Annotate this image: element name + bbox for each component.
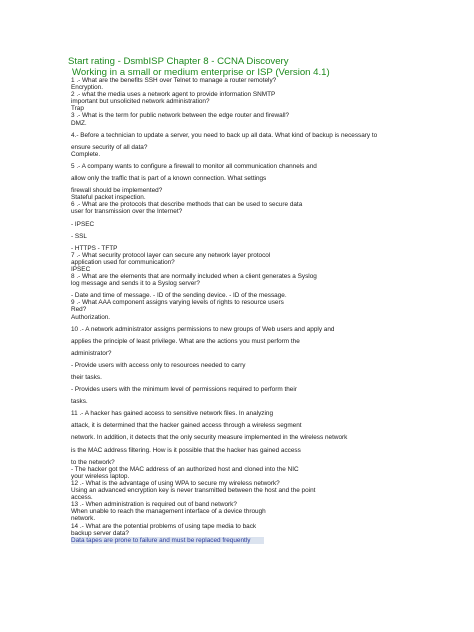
text-highlight: Data tapes are prone to failure and must be replaced frequently [71, 537, 264, 544]
text-line: network. In addition, it detects that the only security measure implemented in the wireless network [71, 434, 348, 442]
text-line: log message and sends it to a Syslog server? [71, 280, 200, 288]
text-line: 3 .- What is the term for public network between the edge router and firewall? [71, 112, 290, 120]
text-line: Using an advanced encryption key is never transmitted between the host and the point [71, 487, 316, 495]
text-line: - IPSEC [71, 220, 95, 228]
text-line: Trap [71, 105, 84, 113]
text-line: - HTTPS - TFTP [71, 244, 118, 252]
text-line: 10 .- A network administrator assigns permissions to new groups of Web users and apply and [71, 325, 335, 333]
text-line: to the network? [71, 458, 115, 466]
text-line: network. [71, 515, 96, 523]
text-line: your wireless laptop. [71, 472, 130, 480]
text-line: 5 .- A company wants to configure a firewall to monitor all communication channels and [71, 162, 317, 170]
text-line: ensure security of all data? [71, 143, 148, 151]
text-line: attack, it is determined that the hacker gained access through a wireless segment [71, 422, 302, 430]
text-line: IPSEC [71, 265, 91, 273]
document-subtitle: Working in a small or medium enterprise or ISP (Version 4.1) [72, 67, 330, 78]
text-line: firewall should be implemented? [71, 187, 163, 195]
text-line: 4.- Before a technician to update a server, you need to back up all data. What kind of backup is necessary to [71, 131, 378, 139]
text-line: 6 .- What are the protocols that describe methods that can be used to secure data [71, 201, 303, 209]
text-line: - SSL [71, 232, 87, 240]
text-line: 12 .- What is the advantage of using WPA to secure my wireless network? [71, 479, 280, 487]
document-title: Start rating - DsmbISP Chapter 8 - CCNA Discovery [68, 56, 289, 67]
text-line: applies the principle of least privilege. What are the actions you must perform the [71, 337, 300, 345]
text-line: Authorization. [71, 313, 111, 321]
text-line: 9 .- What AAA component assigns varying levels of rights to resource users [71, 299, 284, 307]
highlighted-text-line [71, 537, 411, 544]
text-line: - The hacker got the MAC address of an authorized host and cloned into the NIC [71, 465, 299, 473]
text-line: 11 .- A hacker has gained access to sensitive network files. In analyzing [71, 410, 274, 418]
text-line: - Date and time of message. - ID of the sending device. - ID of the message. [71, 292, 287, 300]
text-line: - Provides users with the minimum level of permissions required to perform their [71, 386, 297, 394]
text-line: user for transmission over the Internet? [71, 208, 183, 216]
text-line: 7 .- What security protocol layer can secure any network layer protocol [71, 251, 271, 259]
text-line: Red? [71, 306, 87, 314]
text-line: 1 .- What are the benefits SSH over Telnet to manage a router remotely? [71, 77, 277, 84]
text-line: administrator? [71, 349, 112, 357]
text-line: 13 .- When administration is required out of band network? [71, 501, 237, 509]
text-line: DMZ. [71, 119, 87, 127]
text-line: 8 .- What are the elements that are normally included when a client generates a Syslog [71, 273, 317, 281]
text-line: backup server data? [71, 529, 129, 537]
text-line: access. [71, 494, 93, 502]
text-line: - Provide users with access only to resources needed to carry [71, 361, 246, 369]
text-line: Stateful packet inspection. [71, 194, 146, 202]
text-line: Complete. [71, 150, 101, 158]
text-line: allow only the traffic that is part of a known connection. What settings [71, 175, 267, 183]
text-line: 14 .- What are the potential problems of using tape media to back [71, 522, 257, 530]
text-line: their tasks. [71, 374, 102, 381]
text-line: When unable to reach the management interface of a device through [71, 508, 266, 516]
text-line: application used for communication? [71, 258, 175, 266]
text-line: is the MAC address filtering. How is it possible that the hacker has gained access [71, 446, 301, 454]
text-line: important but unsolicited network administration? [71, 98, 210, 106]
text-line: tasks. [71, 398, 88, 406]
text-line: 2 .- what the media uses a network agent to provide information SNMTP [71, 91, 276, 99]
text-line: Encryption. [71, 84, 103, 92]
document-body [71, 77, 411, 544]
